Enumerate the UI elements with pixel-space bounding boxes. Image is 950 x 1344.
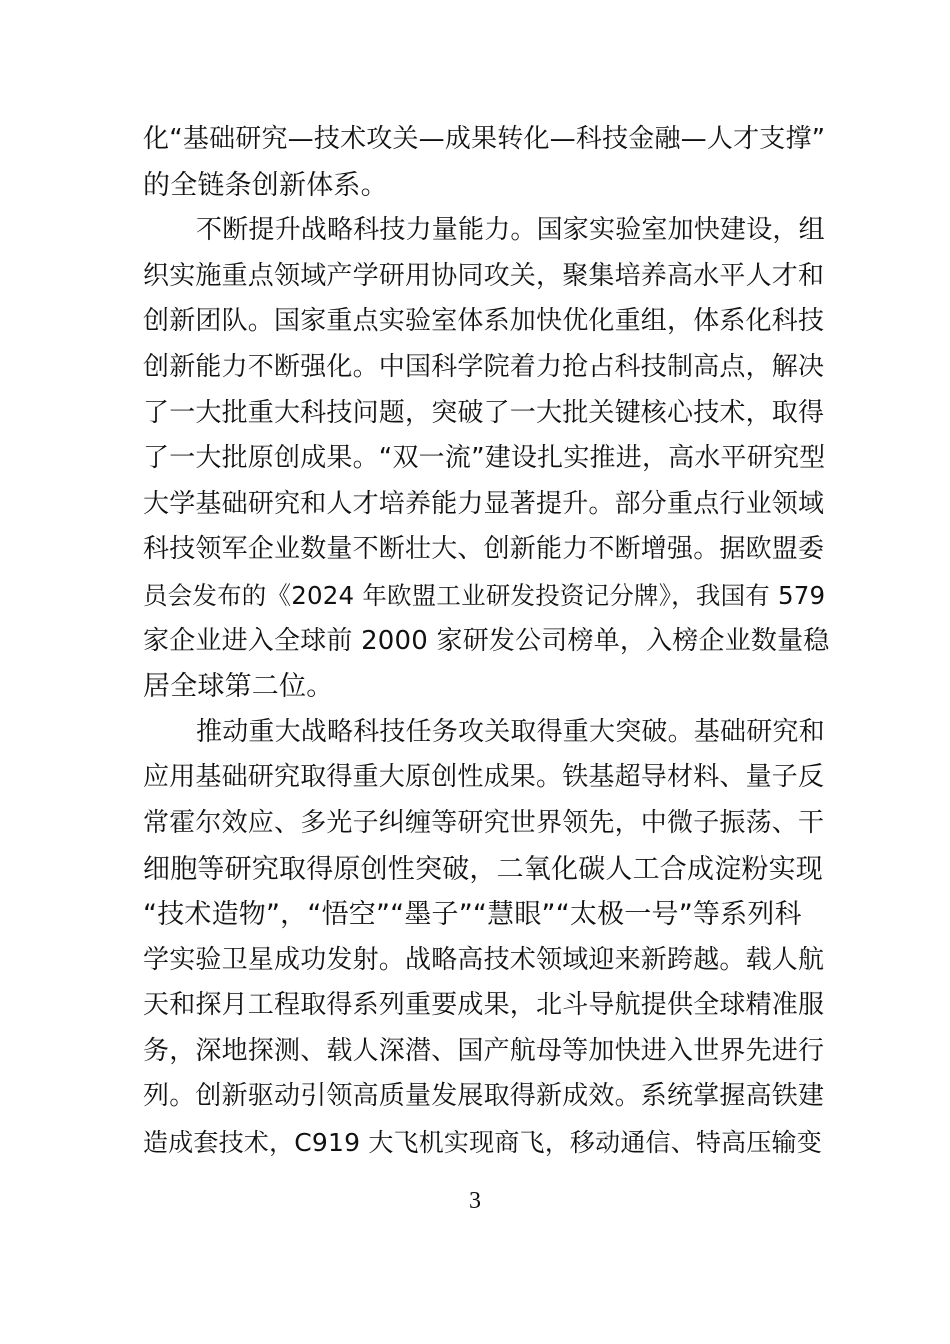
paragraph-first-line: 推动重大战略科技任务攻关取得重大突破。基础研究和: [196, 716, 825, 747]
text-line: 化“基础研究—技术攻关—成果转化—科技金融—人才支撑”: [143, 124, 826, 154]
text-line: 学实验卫星成功发射。战略高技术领域迎来新跨越。载人航: [143, 944, 825, 975]
text-line: 的全链条创新体系。: [143, 169, 388, 201]
text-line: 应用基础研究取得重大原创性成果。铁基超导材料、量子反: [143, 762, 825, 793]
text-line: 了一大批重大科技问题，突破了一大批关键核心技术，取得: [143, 397, 825, 428]
paragraph-first-line: 不断提升战略科技力量能力。国家实验室加快建设，组: [196, 215, 825, 246]
text-line: 织实施重点领域产学研用协同攻关，聚集培养高水平人才和: [143, 260, 825, 291]
text-line: 大学基础研究和人才培养能力显著提升。部分重点行业领域: [143, 488, 825, 519]
text-line: 创新团队。国家重点实验室体系加快优化重组，体系化科技: [143, 306, 825, 337]
text-line: 务，深地探测、载人深潜、国产航母等加快进入世界先进行: [143, 1035, 825, 1066]
text-line: 居全球第二位。: [143, 671, 334, 703]
text-line: 列。创新驱动引领高质量发展取得新成效。系统掌握高铁建: [143, 1081, 825, 1112]
text-line: 常霍尔效应、多光子纠缠等研究世界领先，中微子振荡、干: [143, 807, 825, 838]
text-line: 科技领军企业数量不断壮大、创新能力不断增强。据欧盟委: [143, 534, 825, 565]
text-line: 员会发布的《2024 年欧盟工业研发投资记分牌》，我国有 579: [143, 580, 826, 610]
text-line: 家企业进入全球前 2000 家研发公司榜单，入榜企业数量稳: [143, 625, 830, 656]
body-text: [143, 117, 830, 1166]
text-line: 创新能力不断强化。中国科学院着力抢占科技制高点，解决: [143, 351, 825, 382]
page-number: 3: [469, 1188, 481, 1214]
text-line: 细胞等研究取得原创性突破，二氧化碳人工合成淀粉实现: [143, 853, 823, 885]
text-line: 天和探月工程取得系列重要成果，北斗导航提供全球精准服: [143, 990, 825, 1021]
text-line: 了一大批原创成果。“双一流”建设扎实推进，高水平研究型: [143, 443, 826, 474]
text-line: 造成套技术，C919 大飞机实现商飞，移动通信、特高压输变: [143, 1128, 822, 1158]
text-line: “技术造物”，“悟空”“墨子”“慧眼”“太极一号”等系列科: [143, 899, 802, 931]
